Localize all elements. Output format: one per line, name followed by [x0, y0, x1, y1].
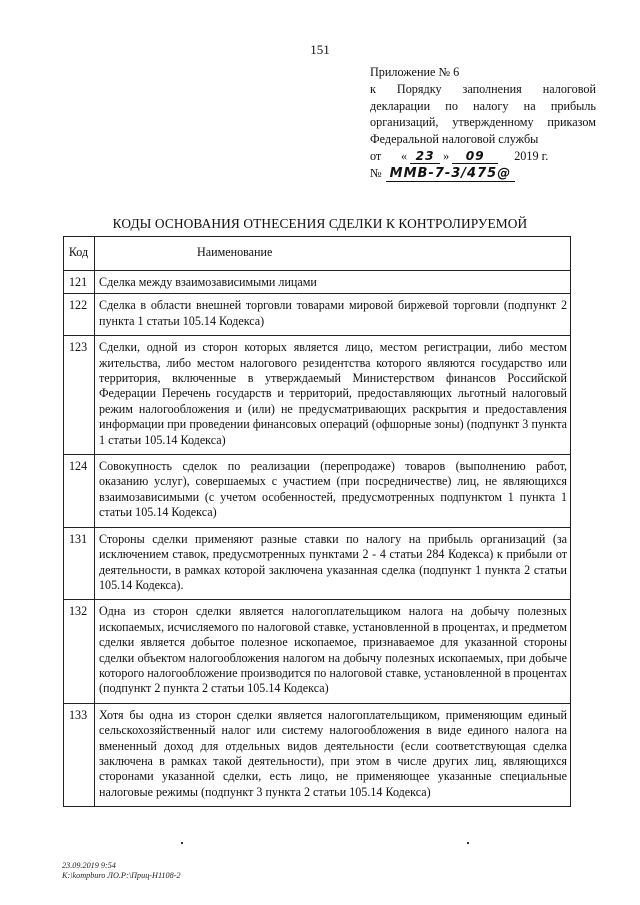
date-day: 23 — [410, 149, 440, 164]
row-text: Совокупность сделок по реализации (перепродаже) товаров (выполнению работ, оказанию услуг), совершаемых с участием (при посредничестве) лиц, не являющихся взаимозависимыми (с учетом особенностей, предусмотренных подпунктом 1 пункта 1 статьи 105.14 Кодекса) — [95, 455, 571, 528]
row-text: Хотя бы одна из сторон сделки является налогоплательщиком, применяющим единый сельскохозяйственный налог или систему налогообложения в виде единого налога на вмененный доход для отдельных видов деятельности (если соответствующая сделка заключена в рамках такой деятельности), при этом в числе других лиц, являющихся сторонами указанной сделки, есть лицо, не применяющее указанные специальные налоговые режимы (подпункт 3 пункта 2 статьи 105.14 Кодекса) — [95, 703, 571, 806]
table-row — [64, 527, 571, 600]
row-text: Одна из сторон сделки является налогоплательщиком налога на добычу полезных ископаемых, исчисляемого по налоговой ставке, установленной в процентах, и предметом сделки является добытое полезное ископаемое, признаваемое для указанной стороны сделки объектом налогообложения налогом на добычу полезных ископаемых, при добыче которого налогообложение производится по налоговой ставке, установленной в процентах (подпункт 2 пункта 2 статьи 105.14 Кодекса) — [95, 600, 571, 703]
row-text: Стороны сделки применяют разные ставки по налогу на прибыль организаций (за исключением ставок, предусмотренных пунктами 2 - 4 статьи 284 Кодекса) к прибыли от деятельности, в рамках которой заключена указанная сделка (подпункт 1 пункта 2 статьи 105.14 Кодекса). — [95, 527, 571, 600]
row-code: 123 — [64, 336, 95, 455]
footer-timestamp: 23.09.2019 9:54 — [62, 861, 116, 870]
date-prefix: от — [370, 148, 382, 163]
appendix-line-3: декларации по налогу на прибыль — [370, 98, 596, 113]
row-code: 124 — [64, 455, 95, 528]
scan-speck — [467, 842, 469, 844]
table-row — [64, 271, 571, 294]
row-text: Сделка между взаимозависимыми лицами — [95, 271, 571, 294]
codes-table — [63, 236, 571, 807]
table-row — [64, 336, 571, 455]
scan-speck — [181, 842, 183, 844]
row-code: 131 — [64, 527, 95, 600]
footer-file-path: K:\kompburo ЛО.Р:\Приц-Н1108-2 — [62, 871, 181, 880]
appendix-header — [370, 64, 596, 182]
appendix-line-4: организаций, утвержденному приказом — [370, 115, 596, 130]
row-text: Сделка в области внешней торговли товарами мировой биржевой торговли (подпункт 2 пункта 1 статьи 105.14 Кодекса) — [95, 294, 571, 336]
appendix-line-5: Федеральной налоговой службы — [370, 132, 539, 147]
document-title: КОДЫ ОСНОВАНИЯ ОТНЕСЕНИЯ СДЕЛКИ К КОНТРОЛИРУЕМОЙ — [112, 216, 528, 231]
page-number: 151 — [310, 42, 330, 57]
date-year: 2019 г. — [514, 148, 549, 163]
row-code: 133 — [64, 703, 95, 806]
order-date: от « 23 » 09 2019 г. — [370, 148, 549, 163]
table-row — [64, 703, 571, 806]
date-month: 09 — [452, 149, 498, 164]
table-row — [64, 455, 571, 528]
appendix-line-2: к Порядку заполнения налоговой — [370, 81, 596, 96]
order-number: ММВ-7-3/475@ — [386, 167, 516, 182]
print-footer — [62, 861, 181, 881]
number-prefix: № — [370, 165, 382, 180]
row-text: Сделки, одной из сторон которых является лицо, местом регистрации, либо местом жительства, либо местом налогового резидентства которого являются государство или территория, включенные в утверждаемый Министерством финансов Российской Федерации Перечень государств и территорий, предоставляющих льготный налоговый режим налогообложения и (или) не предусматривающих раскрытия и предоставления информации при проведении финансовых операций (офшорные зоны) (подпункт 3 пункта 1 статьи 105.14 Кодекса) — [95, 336, 571, 455]
column-header-name: Наименование — [95, 237, 571, 271]
appendix-title: Приложение № 6 — [370, 65, 460, 79]
table-header-row — [64, 237, 571, 271]
row-code: 132 — [64, 600, 95, 703]
order-number-line — [370, 165, 596, 182]
table-row — [64, 294, 571, 336]
row-code: 121 — [64, 271, 95, 294]
column-header-code: Код — [64, 237, 95, 271]
row-code: 122 — [64, 294, 95, 336]
table-row — [64, 600, 571, 703]
